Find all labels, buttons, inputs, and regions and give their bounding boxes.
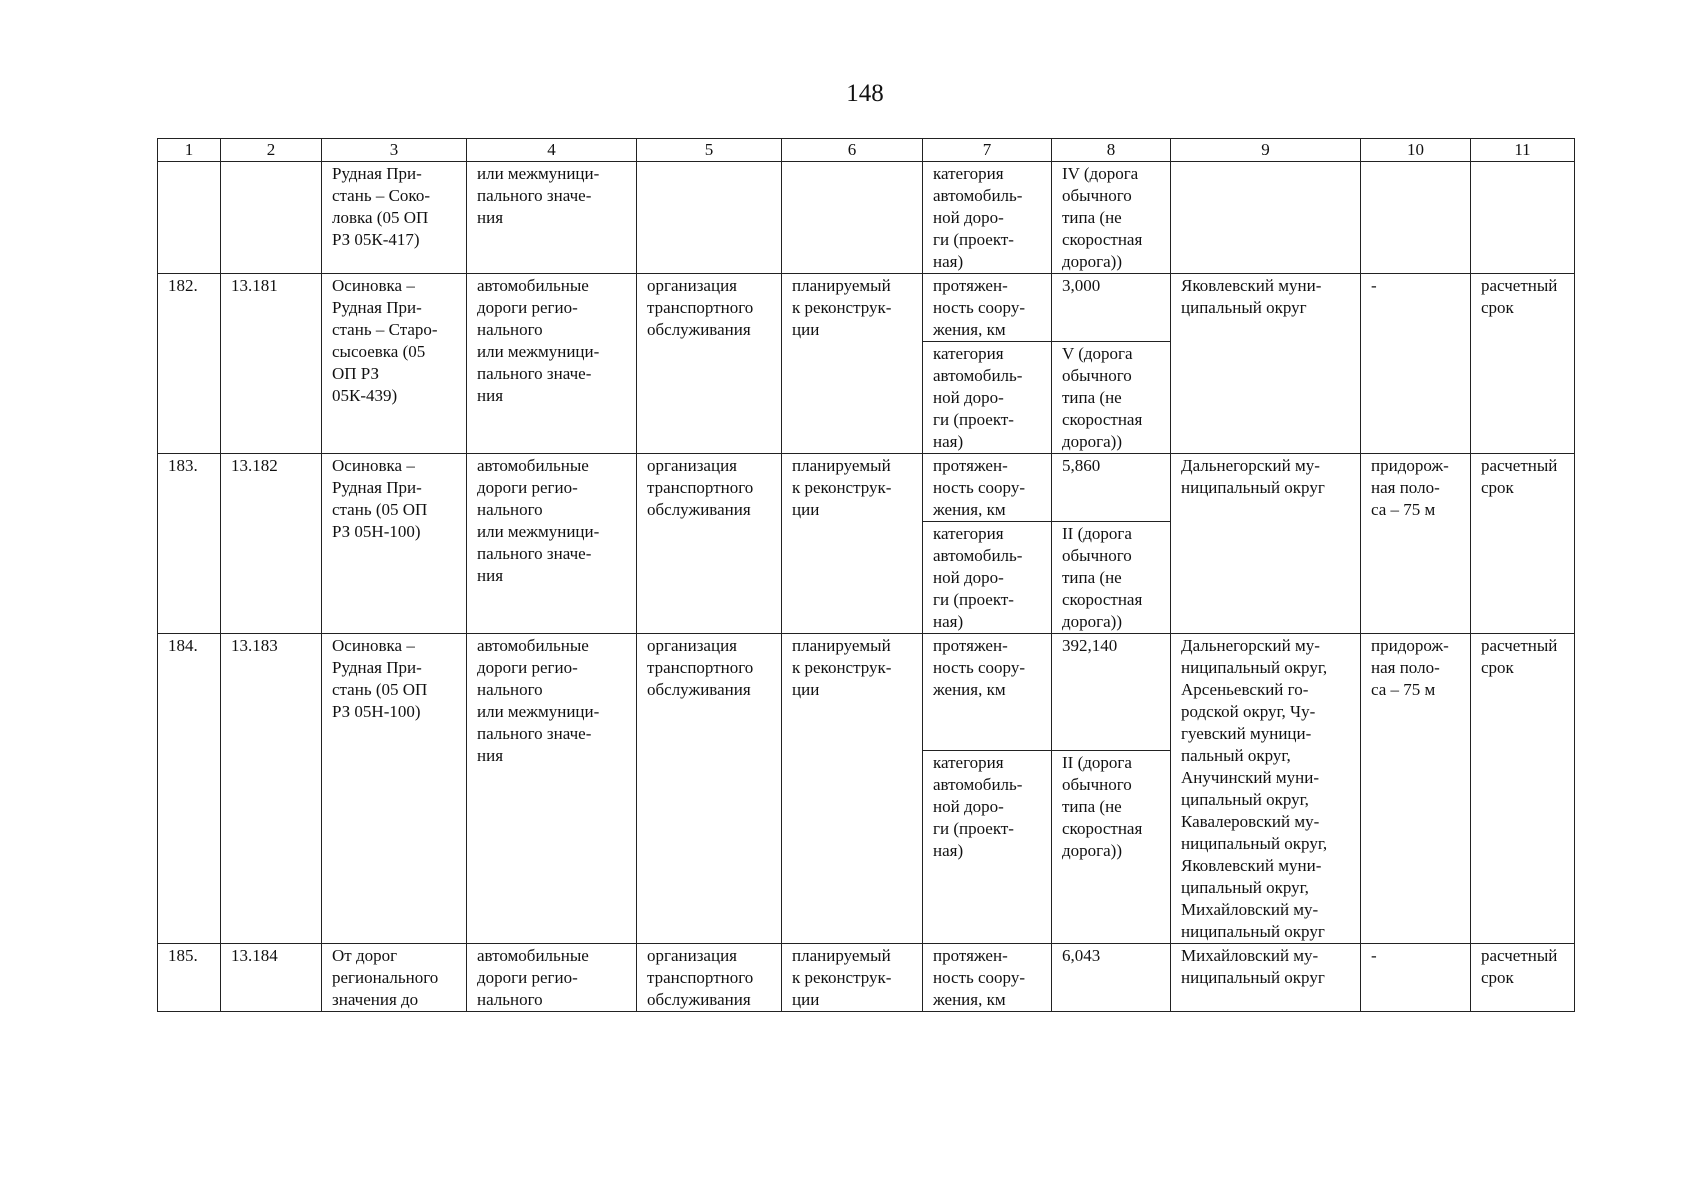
cell-code: 13.181 [221,274,322,454]
cell-status: планируемый к реконструк- ции [782,274,923,454]
cell-term: расчетный срок [1471,274,1575,454]
cell-param-value: II (дорога обычного типа (не скоростная дорога)) [1052,522,1171,634]
table-row [158,944,1575,1012]
cell-param-label: протяжен- ность соору- жения, км [923,274,1052,342]
cell-num: 182. [158,274,221,454]
cell-param-value: V (дорога обычного типа (не скоростная дорога)) [1052,342,1171,454]
column-header: 8 [1052,139,1171,162]
cell-status: планируемый к реконструк- ции [782,944,923,1012]
cell-term: расчетный срок [1471,634,1575,944]
cell-status [782,162,923,274]
cell-purpose [637,162,782,274]
cell-purpose: организация транспортного обслуживания [637,944,782,1012]
column-header: 4 [467,139,637,162]
cell-code [221,162,322,274]
column-header: 2 [221,139,322,162]
cell-param-label: протяжен- ность соору- жения, км [923,454,1052,522]
planning-table [157,138,1575,1012]
cell-location: Яковлевский муни- ципальный округ [1171,274,1361,454]
column-header: 7 [923,139,1052,162]
continuation-row [158,162,1575,274]
column-header: 3 [322,139,467,162]
cell-zone [1361,162,1471,274]
cell-param-label: протяжен- ность соору- жения, км [923,944,1052,1012]
cell-param-label: категория автомобиль- ной доро- ги (проект- ная) [923,522,1052,634]
cell-param-label: категория автомобиль- ной доро- ги (проект- ная) [923,162,1052,274]
column-header: 5 [637,139,782,162]
cell-code: 13.184 [221,944,322,1012]
table-row [158,634,1575,751]
cell-type: автомобильные дороги регио- нального [467,944,637,1012]
table-row [158,274,1575,342]
cell-name: Рудная При- стань – Соко- ловка (05 ОП РЗ 05К-417) [322,162,467,274]
cell-num [158,162,221,274]
page-number: 148 [846,80,884,107]
column-header: 6 [782,139,923,162]
cell-code: 13.182 [221,454,322,634]
cell-status: планируемый к реконструк- ции [782,634,923,944]
cell-location: Михайловский му- ниципальный округ [1171,944,1361,1012]
cell-name: Осиновка – Рудная При- стань – Старо- сысоевка (05 ОП РЗ 05К-439) [322,274,467,454]
cell-param-value: 392,140 [1052,634,1171,751]
cell-param-value: 6,043 [1052,944,1171,1012]
cell-name: Осиновка – Рудная При- стань (05 ОП РЗ 05Н-100) [322,454,467,634]
cell-param-value: IV (дорога обычного типа (не скоростная дорога)) [1052,162,1171,274]
cell-type: автомобильные дороги регио- нального или межмуници- пального значе- ния [467,454,637,634]
column-header: 11 [1471,139,1575,162]
cell-term [1471,162,1575,274]
column-header: 9 [1171,139,1361,162]
cell-param-value: 3,000 [1052,274,1171,342]
cell-zone: придорож- ная поло- са – 75 м [1361,454,1471,634]
column-header: 1 [158,139,221,162]
cell-param-label: категория автомобиль- ной доро- ги (проект- ная) [923,342,1052,454]
cell-type: или межмуници- пального значе- ния [467,162,637,274]
cell-purpose: организация транспортного обслуживания [637,274,782,454]
cell-status: планируемый к реконструк- ции [782,454,923,634]
cell-name: От дорог регионального значения до [322,944,467,1012]
cell-zone: придорож- ная поло- са – 75 м [1361,634,1471,944]
cell-num: 185. [158,944,221,1012]
cell-num: 184. [158,634,221,944]
cell-type: автомобильные дороги регио- нального или межмуници- пального значе- ния [467,274,637,454]
cell-location: Дальнегорский му- ниципальный округ [1171,454,1361,634]
cell-param-label: протяжен- ность соору- жения, км [923,634,1052,751]
cell-term: расчетный срок [1471,944,1575,1012]
cell-zone: - [1361,274,1471,454]
cell-location: Дальнегорский му- ниципальный округ, Арсеньевский го- родской округ, Чу- гуевский муници- пальный округ, Анучинский муни- ципальный округ, Кавалеровский му- ниципальный округ, Яковлевский муни- ципальный округ, Михайловский му- ниципальный округ [1171,634,1361,944]
cell-param-label: категория автомобиль- ной доро- ги (проект- ная) [923,751,1052,944]
column-number-row [158,139,1575,162]
cell-zone: - [1361,944,1471,1012]
cell-param-value: 5,860 [1052,454,1171,522]
column-header: 10 [1361,139,1471,162]
table-row [158,454,1575,522]
cell-type: автомобильные дороги регио- нального или межмуници- пального значе- ния [467,634,637,944]
cell-term: расчетный срок [1471,454,1575,634]
cell-purpose: организация транспортного обслуживания [637,634,782,944]
cell-param-value: II (дорога обычного типа (не скоростная дорога)) [1052,751,1171,944]
cell-name: Осиновка – Рудная При- стань (05 ОП РЗ 05Н-100) [322,634,467,944]
cell-purpose: организация транспортного обслуживания [637,454,782,634]
cell-num: 183. [158,454,221,634]
cell-code: 13.183 [221,634,322,944]
cell-location [1171,162,1361,274]
